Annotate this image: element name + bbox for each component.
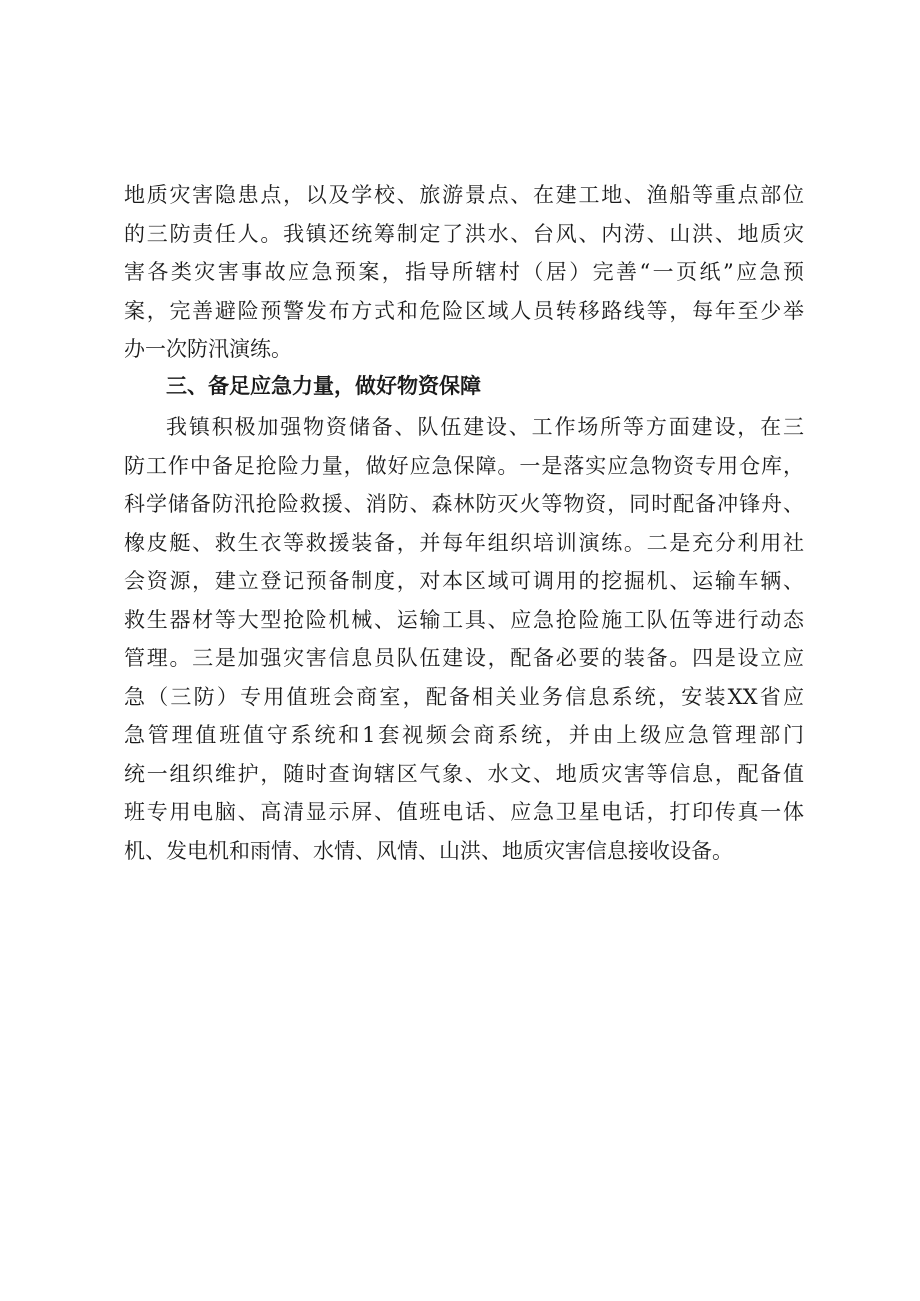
paragraph-1-line-1: 地质灾害隐患点，以及学校、旅游景点、在建工地、渔船等重点部位 [124,183,804,207]
paragraph-1-line-4: 案，完善避险预警发布方式和危险区域人员转移路线等，每年至少举 [124,298,804,323]
section-3-line-9: 急管理值班值守系统和1套视频会商系统，并由上级应急管理部门 [124,723,804,747]
paragraph-1-line-2: 的三防责任人。我镇还统筹制定了洪水、台风、内涝、山洪、地质灾 [124,221,804,246]
section-3-line-5: 会资源，建立登记预备制度，对本区域可调用的挖掘机、运输车辆、 [124,569,804,593]
section-3-line-7: 管理。三是加强灾害信息员队伍建设，配备必要的装备。四是设立应 [124,646,804,670]
section-3-line-12: 机、发电机和雨情、水情、风情、山洪、地质灾害信息接收设备。 [124,838,733,863]
section-3-line-6: 救生器材等大型抢险机械、运输工具、应急抢险施工队伍等进行动态 [124,607,804,632]
section-3-heading: 三、备足应急力量，做好物资保障 [166,374,481,398]
paragraph-1-line-3: 害各类灾害事故应急预案，指导所辖村（居）完善“一页纸”应急预 [124,260,804,284]
section-3-line-2: 防工作中备足抢险力量，做好应急保障。一是落实应急物资专用仓库， [124,453,804,478]
section-3-body [124,408,804,870]
section-3-line-11: 班专用电脑、高清显示屏、值班电话、应急卫星电话，打印传真一体 [124,800,804,824]
section-3-line-3: 科学储备防汛抢险救援、消防、森林防灭火等物资，同时配备冲锋舟、 [124,492,804,516]
section-3 [124,366,804,406]
paragraph-1 [124,176,804,369]
paragraph-1-line-5: 办一次防汛演练。 [124,337,292,361]
section-3-line-8: 急（三防）专用值班会商室，配备相关业务信息系统，安装XX省应 [124,684,804,709]
section-3-line-10: 统一组织维护，随时查询辖区气象、水文、地质灾害等信息，配备值 [124,761,804,786]
section-3-line-4: 橡皮艇、救生衣等救援装备，并每年组织培训演练。二是充分利用社 [124,530,804,555]
section-3-line-1: 我镇积极加强物资储备、队伍建设、工作场所等方面建设，在三 [166,415,804,439]
